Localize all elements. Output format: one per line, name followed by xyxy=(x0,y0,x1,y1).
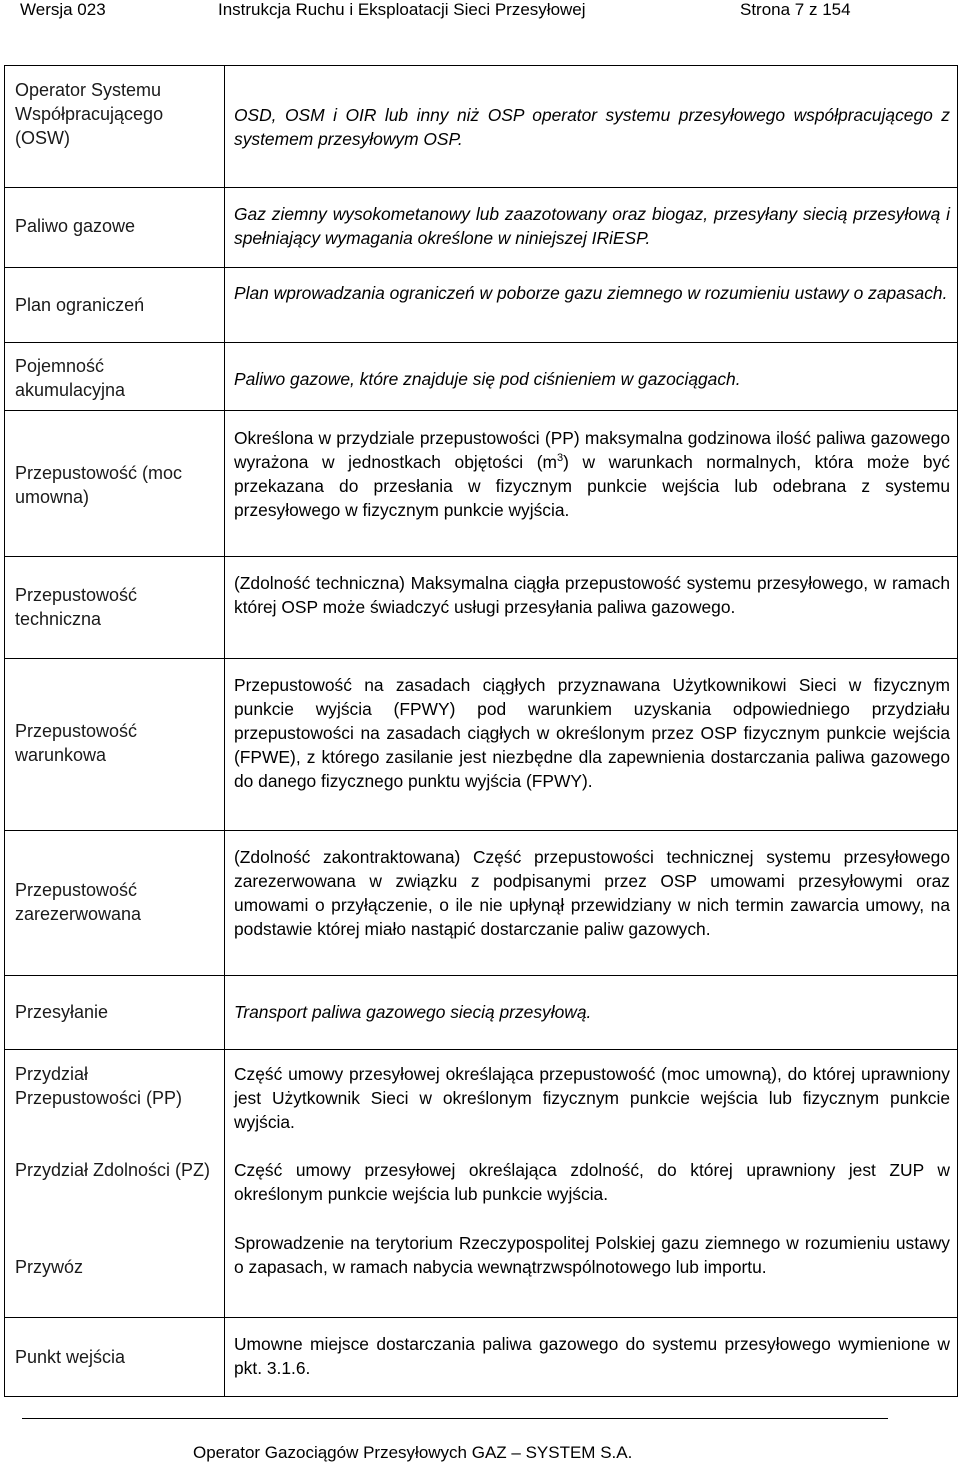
glossary-term: Przepustowość (moc umowna) xyxy=(15,463,183,507)
glossary-term: Punkt wejścia xyxy=(15,1347,126,1367)
glossary-term: Przywóz xyxy=(15,1257,84,1277)
page-number: Strona 7 z 154 xyxy=(740,0,851,19)
glossary-definition: Transport paliwa gazowego siecią przesyłową. xyxy=(234,1002,592,1022)
glossary-definition: Sprowadzenie na terytorium Rzeczypospolitej Polskiej gazu ziemnego w rozumieniu ustawy o zapasach, w ramach nabycia wewnątrzwspólnotowego lub importu. xyxy=(234,1233,950,1277)
glossary-row xyxy=(5,659,957,831)
glossary-term: Przesyłanie xyxy=(15,1002,109,1022)
glossary-term: Paliwo gazowe xyxy=(15,216,136,236)
glossary-term: Przydział Przepustowości (PP) xyxy=(15,1064,183,1108)
glossary-definition: Paliwo gazowe, które znajduje się pod ciśnieniem w gazociągach. xyxy=(234,369,741,389)
glossary-row xyxy=(5,1050,957,1146)
glossary-row xyxy=(5,411,957,557)
glossary-row xyxy=(5,557,957,659)
glossary-row xyxy=(5,268,957,343)
glossary-term: Operator Systemu Współpracującego (OSW) xyxy=(15,80,164,148)
glossary-definition: Gaz ziemny wysokometanowy lub zaazotowany oraz biogaz, przesyłany siecią przesyłową i spełniający wymagania określone w niniejszej IRiESP. xyxy=(234,204,950,248)
glossary-definition: Plan wprowadzania ograniczeń w poborze gazu ziemnego w rozumieniu ustawy o zapasach. xyxy=(234,283,948,303)
glossary-term: Plan ograniczeń xyxy=(15,295,145,315)
glossary-definition: Część umowy przesyłowej określająca zdolność, do której uprawniony jest ZUP w określonym punkcie wejścia lub punkcie wyjścia. xyxy=(234,1160,950,1204)
glossary-term: Przepustowość zarezerwowana xyxy=(15,880,142,924)
document-title: Instrukcja Ruchu i Eksploatacji Sieci Przesyłowej xyxy=(218,0,586,19)
glossary-row xyxy=(5,976,957,1050)
glossary-definition: (Zdolność zakontraktowana) Część przepustowości technicznej systemu przesyłowego zarezerwowana w związku z podpisanymi przez OSP umowami przesyłowymi oraz umowami o przyłączenie, o ile nie upłynął przewidziany w nich termin zawarcia umowy, na podstawie której miało nastąpić dostarczanie paliw gazowych. xyxy=(234,847,950,939)
page-footer: Operator Gazociągów Przesyłowych GAZ – SYSTEM S.A. xyxy=(193,1443,633,1462)
definition-text: Określona w przydziale przepustowości (PP) maksymalna godzinowa ilość paliwa gazowego wyrażona w jednostkach objętości (m xyxy=(234,428,950,472)
glossary-definition: Część umowy przesyłowej określająca przepustowość (moc umowną), do której uprawniony jest Użytkownik Sieci w określonym fizycznym punkcie wejścia lub fizycznym punkcie wyjścia. xyxy=(234,1064,950,1132)
glossary-definition xyxy=(234,426,950,522)
glossary-row xyxy=(5,188,957,268)
glossary-definition: Umowne miejsce dostarczania paliwa gazowego do systemu przesyłowego wymienione w pkt. 3.1.6. xyxy=(234,1334,950,1378)
definition-text: ) w warunkach normalnych, która może być przekazana do przesłania w fizycznym punkcie wejścia lub odebrana z systemu przesyłowego w fizycznym punkcie wyjścia. xyxy=(234,452,950,520)
glossary-row xyxy=(5,343,957,411)
glossary-definition: OSD, OSM i OIR lub inny niż OSP operator systemu przesyłowego współpracującego z systemem przesyłowym OSP. xyxy=(234,105,950,149)
glossary-row xyxy=(5,1146,957,1226)
glossary-row xyxy=(5,1318,957,1398)
glossary-term: Przydział Zdolności (PZ) xyxy=(15,1160,211,1180)
footer-divider xyxy=(22,1418,888,1419)
superscript: 3 xyxy=(557,452,564,465)
glossary-definition: (Zdolność techniczna) Maksymalna ciągła przepustowość systemu przesyłowego, w ramach której OSP może świadczyć usługi przesyłania paliwa gazowego. xyxy=(234,573,950,617)
glossary-term: Przepustowość techniczna xyxy=(15,585,138,629)
page-header xyxy=(0,0,960,30)
glossary-term: Przepustowość warunkowa xyxy=(15,721,138,765)
glossary-row xyxy=(5,831,957,976)
document-version: Wersja 023 xyxy=(20,0,106,19)
glossary-row xyxy=(5,1226,957,1318)
glossary-definition: Przepustowość na zasadach ciągłych przyznawana Użytkownikowi Sieci w fizycznym punkcie wyjścia (FPWY) pod warunkiem uzyskania odpowiedniego przydziału przepustowości na zasadach ciągłych w określonym przez OSP fizycznym punkcie wejścia (FPWE), z którego zasilanie jest niezbędne dla zapewnienia dostarczania paliwa gazowego do danego fizycznego punktu wyjścia (FPWY). xyxy=(234,675,950,791)
glossary-term: Pojemność akumulacyjna xyxy=(15,356,126,400)
glossary-table xyxy=(4,65,958,1397)
glossary-row xyxy=(5,66,957,188)
